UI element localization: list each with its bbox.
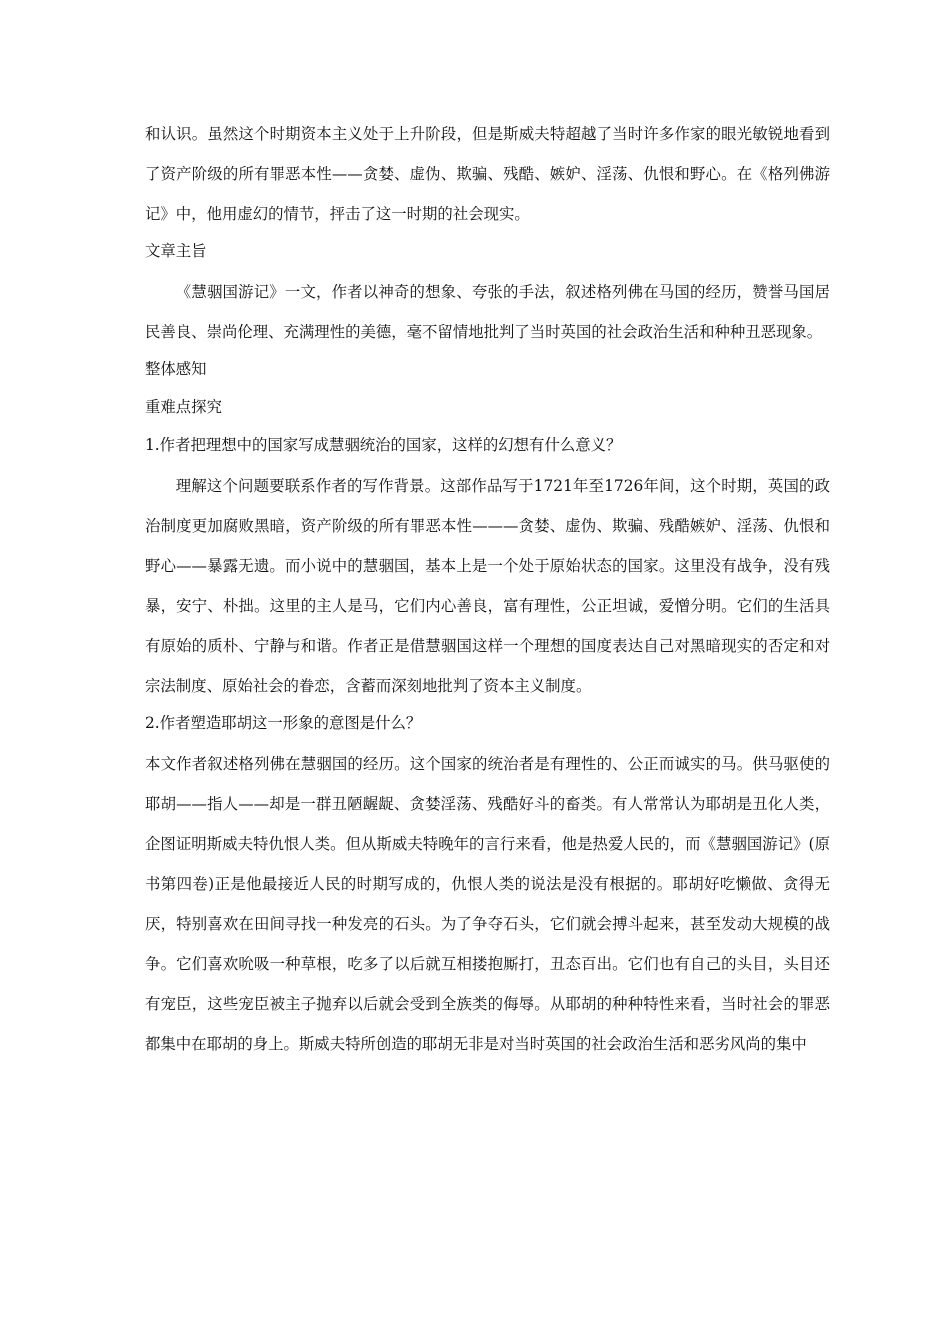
paragraph-theme: 《慧骃国游记》一文，作者以神奇的想象、夸张的手法，叙述格列佛在马国的经历，赞誉马国居民善良、崇尚伦理、充满理性的美德，毫不留情地批判了当时英国的社会政治生活和种种丑恶现象。 <box>145 283 830 341</box>
answer-2: 本文作者叙述格列佛在慧骃国的经历。这个国家的统治者是有理性的、公正而诚实的马。供马驱使的耶胡——指人——却是一群丑陋龌龊、贪婪淫荡、残酷好斗的畜类。有人常常认为耶胡是丑化人类，企图证明斯威夫特仇恨人类。但从斯威夫特晚年的言行来看，他是热爱人民的，而《慧骃国游记》(原书第四卷)正是他最接近人民的时期写成的，仇恨人类的说法是没有根据的。耶胡好吃懒做、贪得无厌，特别喜欢在田间寻找一种发亮的石头。为了争夺石头，它们就会搏斗起来，甚至发动大规模的战争。它们喜欢吮吸一种草根，吃多了以后就互相搂抱厮打，丑态百出。它们也有自己的头目，头目还有宠臣，这些宠臣被主子抛弃以后就会受到全族类的侮辱。从耶胡的种种特性来看，当时社会的罪恶都集中在耶胡的身上。斯威夫特所创造的耶胡无非是对当时英国的社会政治生活和恶劣风尚的集中 <box>145 755 830 1053</box>
heading-overall: 整体感知 <box>145 360 207 378</box>
heading-key-points: 重难点探究 <box>145 398 222 416</box>
document-page <box>145 114 830 1064</box>
question-1: 1.作者把理想中的国家写成慧骃统治的国家，这样的幻想有什么意义？ <box>145 436 622 454</box>
answer-1: 理解这个问题要联系作者的写作背景。这部作品写于1721年至1726年间，这个时期，英国的政治制度更加腐败黑暗，资产阶级的所有罪恶本性———贪婪、虚伪、欺骗、残酷嫉妒、淫荡、仇恨和野心——暴露无遗。而小说中的慧骃国，基本上是一个处于原始状态的国家。这里没有战争，没有残暴，安宁、朴拙。这里的主人是马，它们内心善良，富有理性，公正坦诚，爱憎分明。它们的生活具有原始的质朴、宁静与和谐。作者正是借慧骃国这样一个理想的国度表达自己对黑暗现实的否定和对宗法制度、原始社会的眷恋，含蓄而深刻地批判了资本主义制度。 <box>145 477 830 695</box>
question-2: 2.作者塑造耶胡这一形象的意图是什么？ <box>145 714 422 732</box>
paragraph-background: 和认识。虽然这个时期资本主义处于上升阶段，但是斯威夫特超越了当时许多作家的眼光敏锐地看到了资产阶级的所有罪恶本性——贪婪、虚伪、欺骗、残酷、嫉妒、淫荡、仇恨和野心。在《格列佛游记》中，他用虚幻的情节，抨击了这一时期的社会现实。 <box>145 125 830 223</box>
heading-theme: 文章主旨 <box>145 242 207 260</box>
